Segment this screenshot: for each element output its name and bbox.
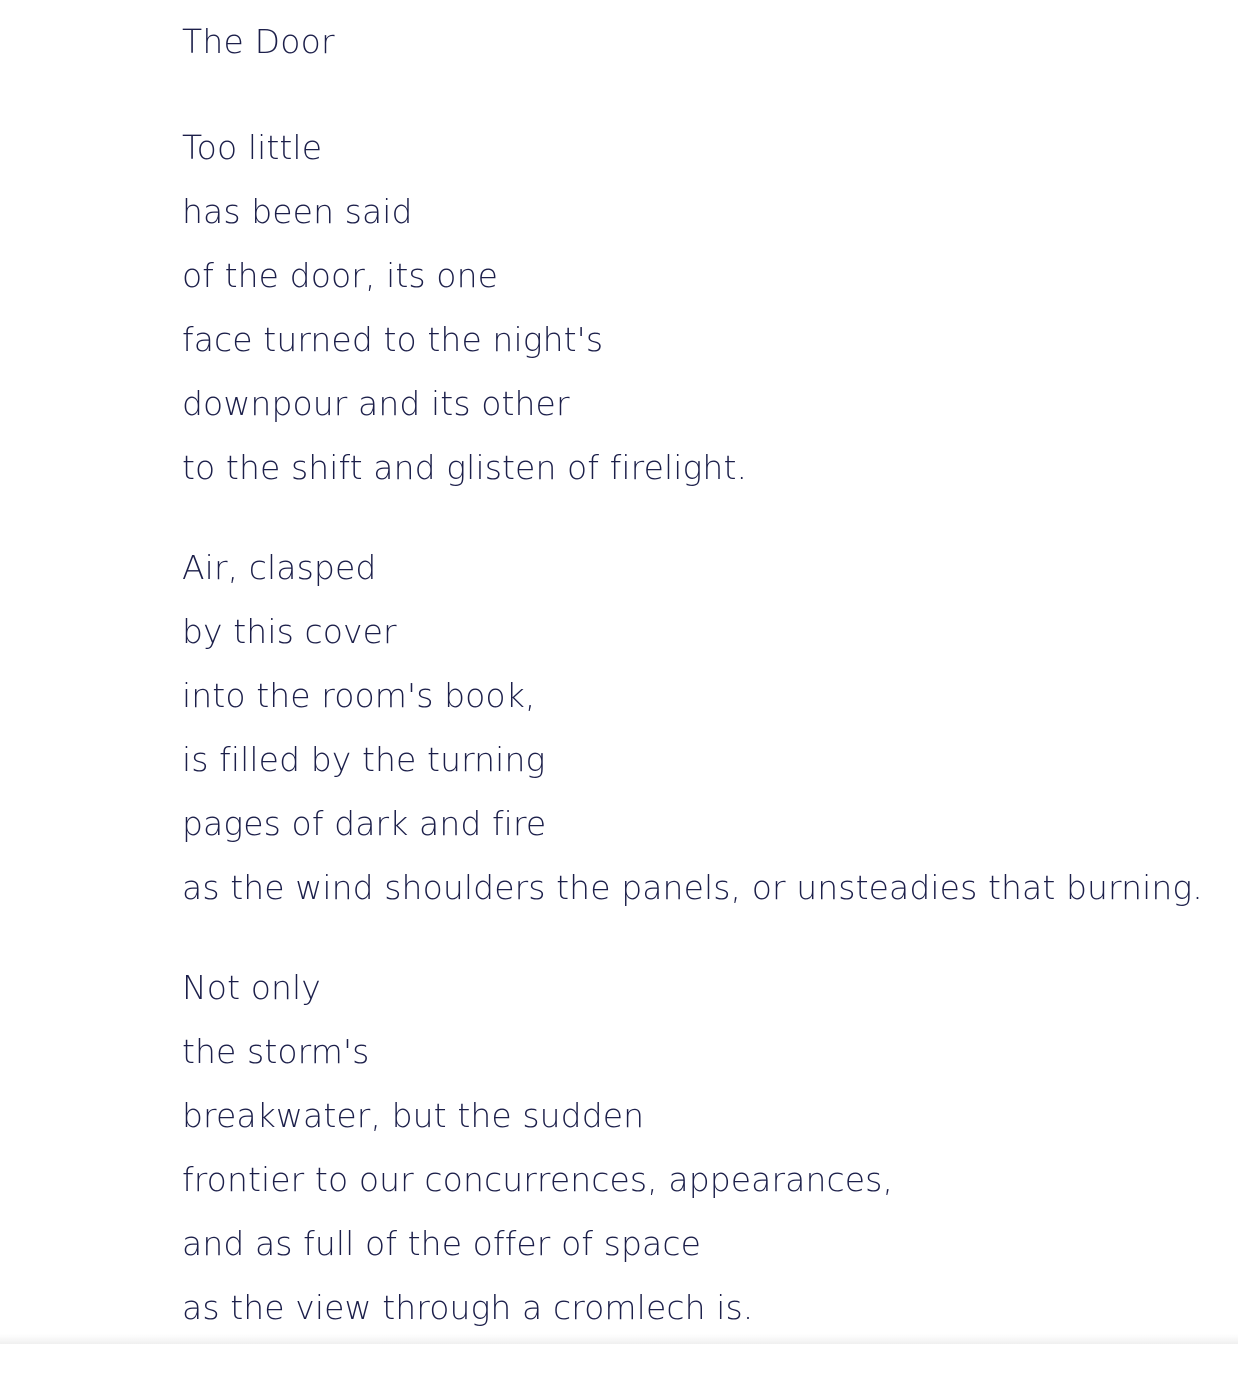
poem-line: Not only (182, 968, 321, 1007)
poem-line: downpour and its other (182, 384, 570, 423)
poem-line: the storm's (182, 1032, 370, 1071)
stanza-1 (182, 116, 1212, 500)
poem-line: is filled by the turning (182, 740, 546, 779)
poem-line: pages of dark and fire (182, 804, 547, 843)
poem-line: Too little (182, 128, 323, 167)
poem-line: has been said (182, 192, 413, 231)
stanza-2 (182, 536, 1212, 920)
stanza-3 (182, 956, 1212, 1340)
poem-line: as the view through a cromlech is. (182, 1288, 754, 1327)
poem-line: frontier to our concurrences, appearances, (182, 1160, 894, 1199)
poem-line: Air, clasped (182, 548, 377, 587)
bottom-shadow (0, 1334, 1238, 1344)
poem-line: and as full of the offer of space (182, 1224, 701, 1263)
poem-line: to the shift and glisten of firelight. (182, 448, 748, 487)
poem-title: The Door (182, 22, 335, 61)
poem-line: face turned to the night's (182, 320, 604, 359)
poem-line: by this cover (182, 612, 397, 651)
poem (182, 16, 1212, 1376)
poem-line: as the wind shoulders the panels, or unsteadies that burning. (182, 868, 1203, 907)
poem-line: into the room's book, (182, 676, 536, 715)
poem-line: breakwater, but the sudden (182, 1096, 645, 1135)
poem-line: of the door, its one (182, 256, 499, 295)
